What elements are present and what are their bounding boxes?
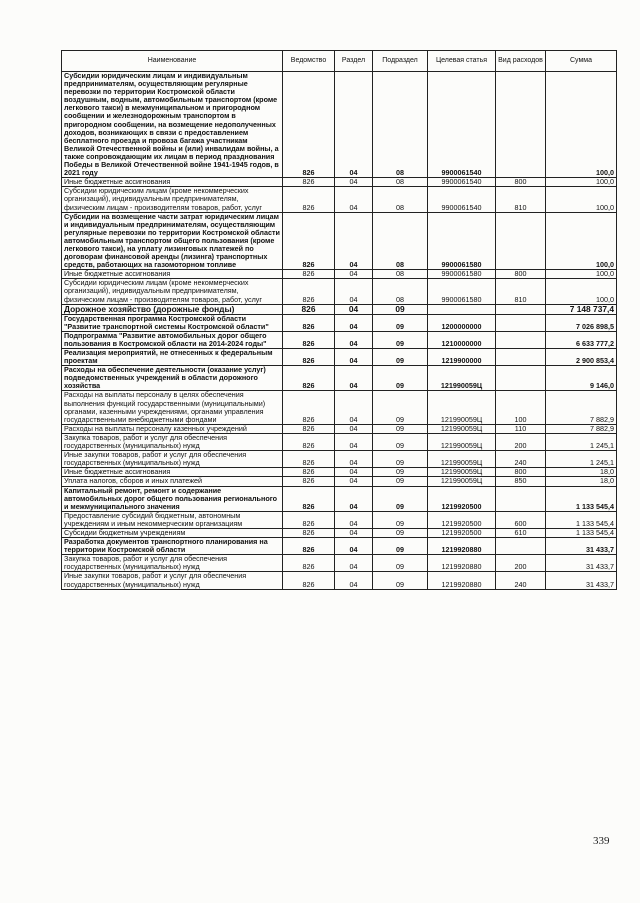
cell-target: 1219900000 (428, 349, 496, 366)
cell-kind: 200 (496, 433, 546, 450)
table-row (62, 511, 617, 528)
cell-sum: 9 146,0 (546, 366, 617, 391)
cell-sum: 1 245,1 (546, 451, 617, 468)
table-header-row (62, 51, 617, 72)
cell-name: Разработка документов транспортного планирования на территории Костромской области (62, 538, 283, 555)
table-row (62, 331, 617, 348)
cell-target: 1219920880 (428, 572, 496, 589)
cell-subsection: 09 (373, 424, 428, 433)
header-name: Наименование (62, 51, 283, 72)
table-row (62, 212, 617, 270)
cell-dept: 826 (283, 424, 335, 433)
cell-dept: 826 (283, 331, 335, 348)
cell-subsection: 09 (373, 331, 428, 348)
cell-kind: 800 (496, 178, 546, 187)
cell-name: Уплата налогов, сборов и иных платежей (62, 477, 283, 486)
cell-sum: 100,0 (546, 187, 617, 212)
cell-name: Закупка товаров, работ и услуг для обеспечения государственных (муниципальных) нужд (62, 433, 283, 450)
cell-kind: 240 (496, 451, 546, 468)
cell-dept: 826 (283, 528, 335, 537)
cell-kind: 600 (496, 511, 546, 528)
cell-kind: 240 (496, 572, 546, 589)
cell-target: 9900061540 (428, 72, 496, 178)
cell-section: 04 (335, 486, 373, 511)
cell-name: Субсидии юридическим лицам и индивидуальным предпринимателям, осуществляющим регулярные перевозки по территории Костромской области воздушным, водным, автомобильным транспортом (кроме легкового такси) в межмуниципальном и пригородном сообщении и железнодорожным транспортом в пригородном сообщении, на возмещение недополученных доходов, возникающих в связи с предоставлением бесплатного проезда и провоза багажа участникам Великой Отечественной войны и (или) инвалидам войны, а также сопровождающим их лицам в период празднования Победы в Великой Отечественной войне 1941-1945 годов, в 2021 году (62, 72, 283, 178)
cell-section: 04 (335, 366, 373, 391)
cell-section: 04 (335, 511, 373, 528)
cell-target (428, 304, 496, 314)
cell-sum: 1 133 545,4 (546, 511, 617, 528)
cell-target: 1210000000 (428, 331, 496, 348)
cell-kind (496, 314, 546, 331)
cell-name: Расходы на выплаты персоналу казенных учреждений (62, 424, 283, 433)
table-row (62, 349, 617, 366)
cell-kind: 810 (496, 187, 546, 212)
table-row (62, 72, 617, 178)
cell-dept: 826 (283, 511, 335, 528)
cell-kind (496, 72, 546, 178)
cell-section: 04 (335, 178, 373, 187)
table-row (62, 433, 617, 450)
cell-dept: 826 (283, 451, 335, 468)
cell-subsection: 09 (373, 451, 428, 468)
cell-section: 04 (335, 212, 373, 270)
cell-sum: 100,0 (546, 72, 617, 178)
cell-subsection: 09 (373, 511, 428, 528)
cell-name: Закупка товаров, работ и услуг для обеспечения государственных (муниципальных) нужд (62, 555, 283, 572)
cell-kind (496, 486, 546, 511)
cell-dept: 826 (283, 314, 335, 331)
cell-target: 121990059Ц (428, 433, 496, 450)
header-sum: Сумма (546, 51, 617, 72)
cell-target: 121990059Ц (428, 451, 496, 468)
cell-name: Иные бюджетные ассигнования (62, 178, 283, 187)
table-row (62, 477, 617, 486)
cell-kind (496, 538, 546, 555)
cell-sum: 1 133 545,4 (546, 528, 617, 537)
cell-dept: 826 (283, 468, 335, 477)
cell-dept: 826 (283, 72, 335, 178)
cell-target: 1219920500 (428, 528, 496, 537)
cell-section: 04 (335, 72, 373, 178)
cell-target: 121990059Ц (428, 468, 496, 477)
cell-name: Расходы на выплаты персоналу в целях обеспечения выполнения функций государственными (муниципальными) органами, казенными учреждениями, органами управления государственными внебюджетными фондами (62, 391, 283, 424)
cell-dept: 826 (283, 572, 335, 589)
cell-subsection: 08 (373, 212, 428, 270)
cell-name: Субсидии юридическим лицам (кроме некоммерческих организаций), индивидуальным предпринимателям, физическим лицам - производителям товаров, работ, услуг (62, 187, 283, 212)
cell-section: 04 (335, 279, 373, 304)
cell-subsection: 09 (373, 538, 428, 555)
cell-target: 9900061540 (428, 178, 496, 187)
cell-target: 9900061580 (428, 279, 496, 304)
cell-subsection: 09 (373, 314, 428, 331)
cell-name: Государственная программа Костромской области "Развитие транспортной системы Костромской области" (62, 314, 283, 331)
cell-section: 04 (335, 304, 373, 314)
header-kind: Вид расходов (496, 51, 546, 72)
cell-name: Подпрограмма "Развитие автомобильных дорог общего пользования в Костромской области на 2014-2024 годы" (62, 331, 283, 348)
cell-subsection: 08 (373, 178, 428, 187)
table-row (62, 366, 617, 391)
cell-sum: 100,0 (546, 279, 617, 304)
cell-name: Дорожное хозяйство (дорожные фонды) (62, 304, 283, 314)
cell-subsection: 09 (373, 486, 428, 511)
header-section: Раздел (335, 51, 373, 72)
cell-name: Иные закупки товаров, работ и услуг для обеспечения государственных (муниципальных) нужд (62, 451, 283, 468)
cell-kind: 850 (496, 477, 546, 486)
cell-name: Иные бюджетные ассигнования (62, 468, 283, 477)
cell-subsection: 09 (373, 366, 428, 391)
cell-kind (496, 349, 546, 366)
cell-section: 04 (335, 314, 373, 331)
cell-target: 1219920500 (428, 486, 496, 511)
cell-target: 1200000000 (428, 314, 496, 331)
cell-target: 121990059Ц (428, 391, 496, 424)
table-row (62, 538, 617, 555)
table-row (62, 279, 617, 304)
cell-subsection: 09 (373, 391, 428, 424)
cell-subsection: 09 (373, 304, 428, 314)
cell-sum: 31 433,7 (546, 555, 617, 572)
cell-subsection: 08 (373, 72, 428, 178)
cell-target: 121990059Ц (428, 477, 496, 486)
cell-section: 04 (335, 270, 373, 279)
cell-target: 121990059Ц (428, 366, 496, 391)
cell-sum: 31 433,7 (546, 538, 617, 555)
cell-sum: 18,0 (546, 477, 617, 486)
cell-dept: 826 (283, 391, 335, 424)
cell-target: 1219920880 (428, 538, 496, 555)
cell-subsection: 09 (373, 555, 428, 572)
table-row (62, 486, 617, 511)
cell-section: 04 (335, 451, 373, 468)
cell-section: 04 (335, 572, 373, 589)
cell-sum: 1 133 545,4 (546, 486, 617, 511)
table-row (62, 314, 617, 331)
cell-section: 04 (335, 187, 373, 212)
cell-name: Субсидии бюджетным учреждениям (62, 528, 283, 537)
cell-kind: 110 (496, 424, 546, 433)
cell-dept: 826 (283, 555, 335, 572)
cell-section: 04 (335, 433, 373, 450)
cell-section: 04 (335, 331, 373, 348)
cell-dept: 826 (283, 433, 335, 450)
table-row (62, 304, 617, 314)
cell-sum: 100,0 (546, 178, 617, 187)
cell-name: Субсидии на возмещение части затрат юридическим лицам и индивидуальным предпринимателям, осуществляющим регулярные перевозки по территории Костромской области автомобильным транспортом общего пользования (кроме легкового такси), на уплату лизинговых платежей по договорам финансовой аренды (лизинга) транспортных средств, работающих на газомоторном топливе (62, 212, 283, 270)
cell-section: 04 (335, 424, 373, 433)
cell-subsection: 09 (373, 477, 428, 486)
cell-dept: 826 (283, 366, 335, 391)
header-subsection: Подраздел (373, 51, 428, 72)
cell-kind: 800 (496, 270, 546, 279)
table-row (62, 555, 617, 572)
cell-subsection: 08 (373, 187, 428, 212)
cell-kind: 810 (496, 279, 546, 304)
cell-sum: 7 026 898,5 (546, 314, 617, 331)
cell-dept: 826 (283, 212, 335, 270)
cell-target: 9900061580 (428, 270, 496, 279)
cell-subsection: 09 (373, 468, 428, 477)
cell-dept: 826 (283, 538, 335, 555)
cell-target: 9900061580 (428, 212, 496, 270)
cell-kind: 100 (496, 391, 546, 424)
cell-dept: 826 (283, 477, 335, 486)
table-row (62, 451, 617, 468)
cell-sum: 2 900 853,4 (546, 349, 617, 366)
cell-section: 04 (335, 391, 373, 424)
cell-sum: 31 433,7 (546, 572, 617, 589)
cell-kind: 800 (496, 468, 546, 477)
cell-sum: 1 245,1 (546, 433, 617, 450)
cell-dept: 826 (283, 270, 335, 279)
cell-target: 1219920880 (428, 555, 496, 572)
cell-section: 04 (335, 477, 373, 486)
cell-sum: 100,0 (546, 270, 617, 279)
cell-section: 04 (335, 349, 373, 366)
cell-subsection: 09 (373, 433, 428, 450)
cell-section: 04 (335, 538, 373, 555)
cell-dept: 826 (283, 349, 335, 366)
budget-table (61, 50, 617, 590)
header-dept: Ведомство (283, 51, 335, 72)
table-row (62, 187, 617, 212)
cell-name: Субсидии юридическим лицам (кроме некоммерческих организаций), индивидуальным предпринимателям, физическим лицам - производителям товаров, работ, услуг (62, 279, 283, 304)
cell-sum: 7 148 737,4 (546, 304, 617, 314)
cell-kind (496, 366, 546, 391)
cell-kind (496, 331, 546, 348)
cell-sum: 18,0 (546, 468, 617, 477)
cell-sum: 7 882,9 (546, 391, 617, 424)
cell-section: 04 (335, 555, 373, 572)
cell-section: 04 (335, 528, 373, 537)
cell-name: Капитальный ремонт, ремонт и содержание автомобильных дорог общего пользования регионального и межмуниципального значения (62, 486, 283, 511)
table-body (62, 72, 617, 590)
cell-name: Иные бюджетные ассигнования (62, 270, 283, 279)
cell-dept: 826 (283, 187, 335, 212)
cell-kind (496, 304, 546, 314)
page-number: 339 (593, 835, 610, 847)
table-row (62, 572, 617, 589)
cell-name: Иные закупки товаров, работ и услуг для обеспечения государственных (муниципальных) нужд (62, 572, 283, 589)
cell-target: 9900061540 (428, 187, 496, 212)
cell-target: 1219920500 (428, 511, 496, 528)
cell-dept: 826 (283, 304, 335, 314)
cell-section: 04 (335, 468, 373, 477)
cell-kind: 200 (496, 555, 546, 572)
cell-sum: 100,0 (546, 212, 617, 270)
cell-subsection: 09 (373, 528, 428, 537)
cell-sum: 7 882,9 (546, 424, 617, 433)
cell-target: 121990059Ц (428, 424, 496, 433)
cell-sum: 6 633 777,2 (546, 331, 617, 348)
cell-kind (496, 212, 546, 270)
header-target: Целевая статья (428, 51, 496, 72)
cell-name: Предоставление субсидий бюджетным, автономным учреждениям и иным некоммерческим организациям (62, 511, 283, 528)
cell-subsection: 08 (373, 279, 428, 304)
cell-name: Расходы на обеспечение деятельности (оказание услуг) подведомственных учреждений в области дорожного хозяйства (62, 366, 283, 391)
table-row (62, 391, 617, 424)
cell-subsection: 09 (373, 572, 428, 589)
cell-subsection: 08 (373, 270, 428, 279)
cell-dept: 826 (283, 486, 335, 511)
cell-subsection: 09 (373, 349, 428, 366)
cell-dept: 826 (283, 279, 335, 304)
cell-kind: 610 (496, 528, 546, 537)
cell-dept: 826 (283, 178, 335, 187)
cell-name: Реализация мероприятий, не отнесенных к федеральным проектам (62, 349, 283, 366)
